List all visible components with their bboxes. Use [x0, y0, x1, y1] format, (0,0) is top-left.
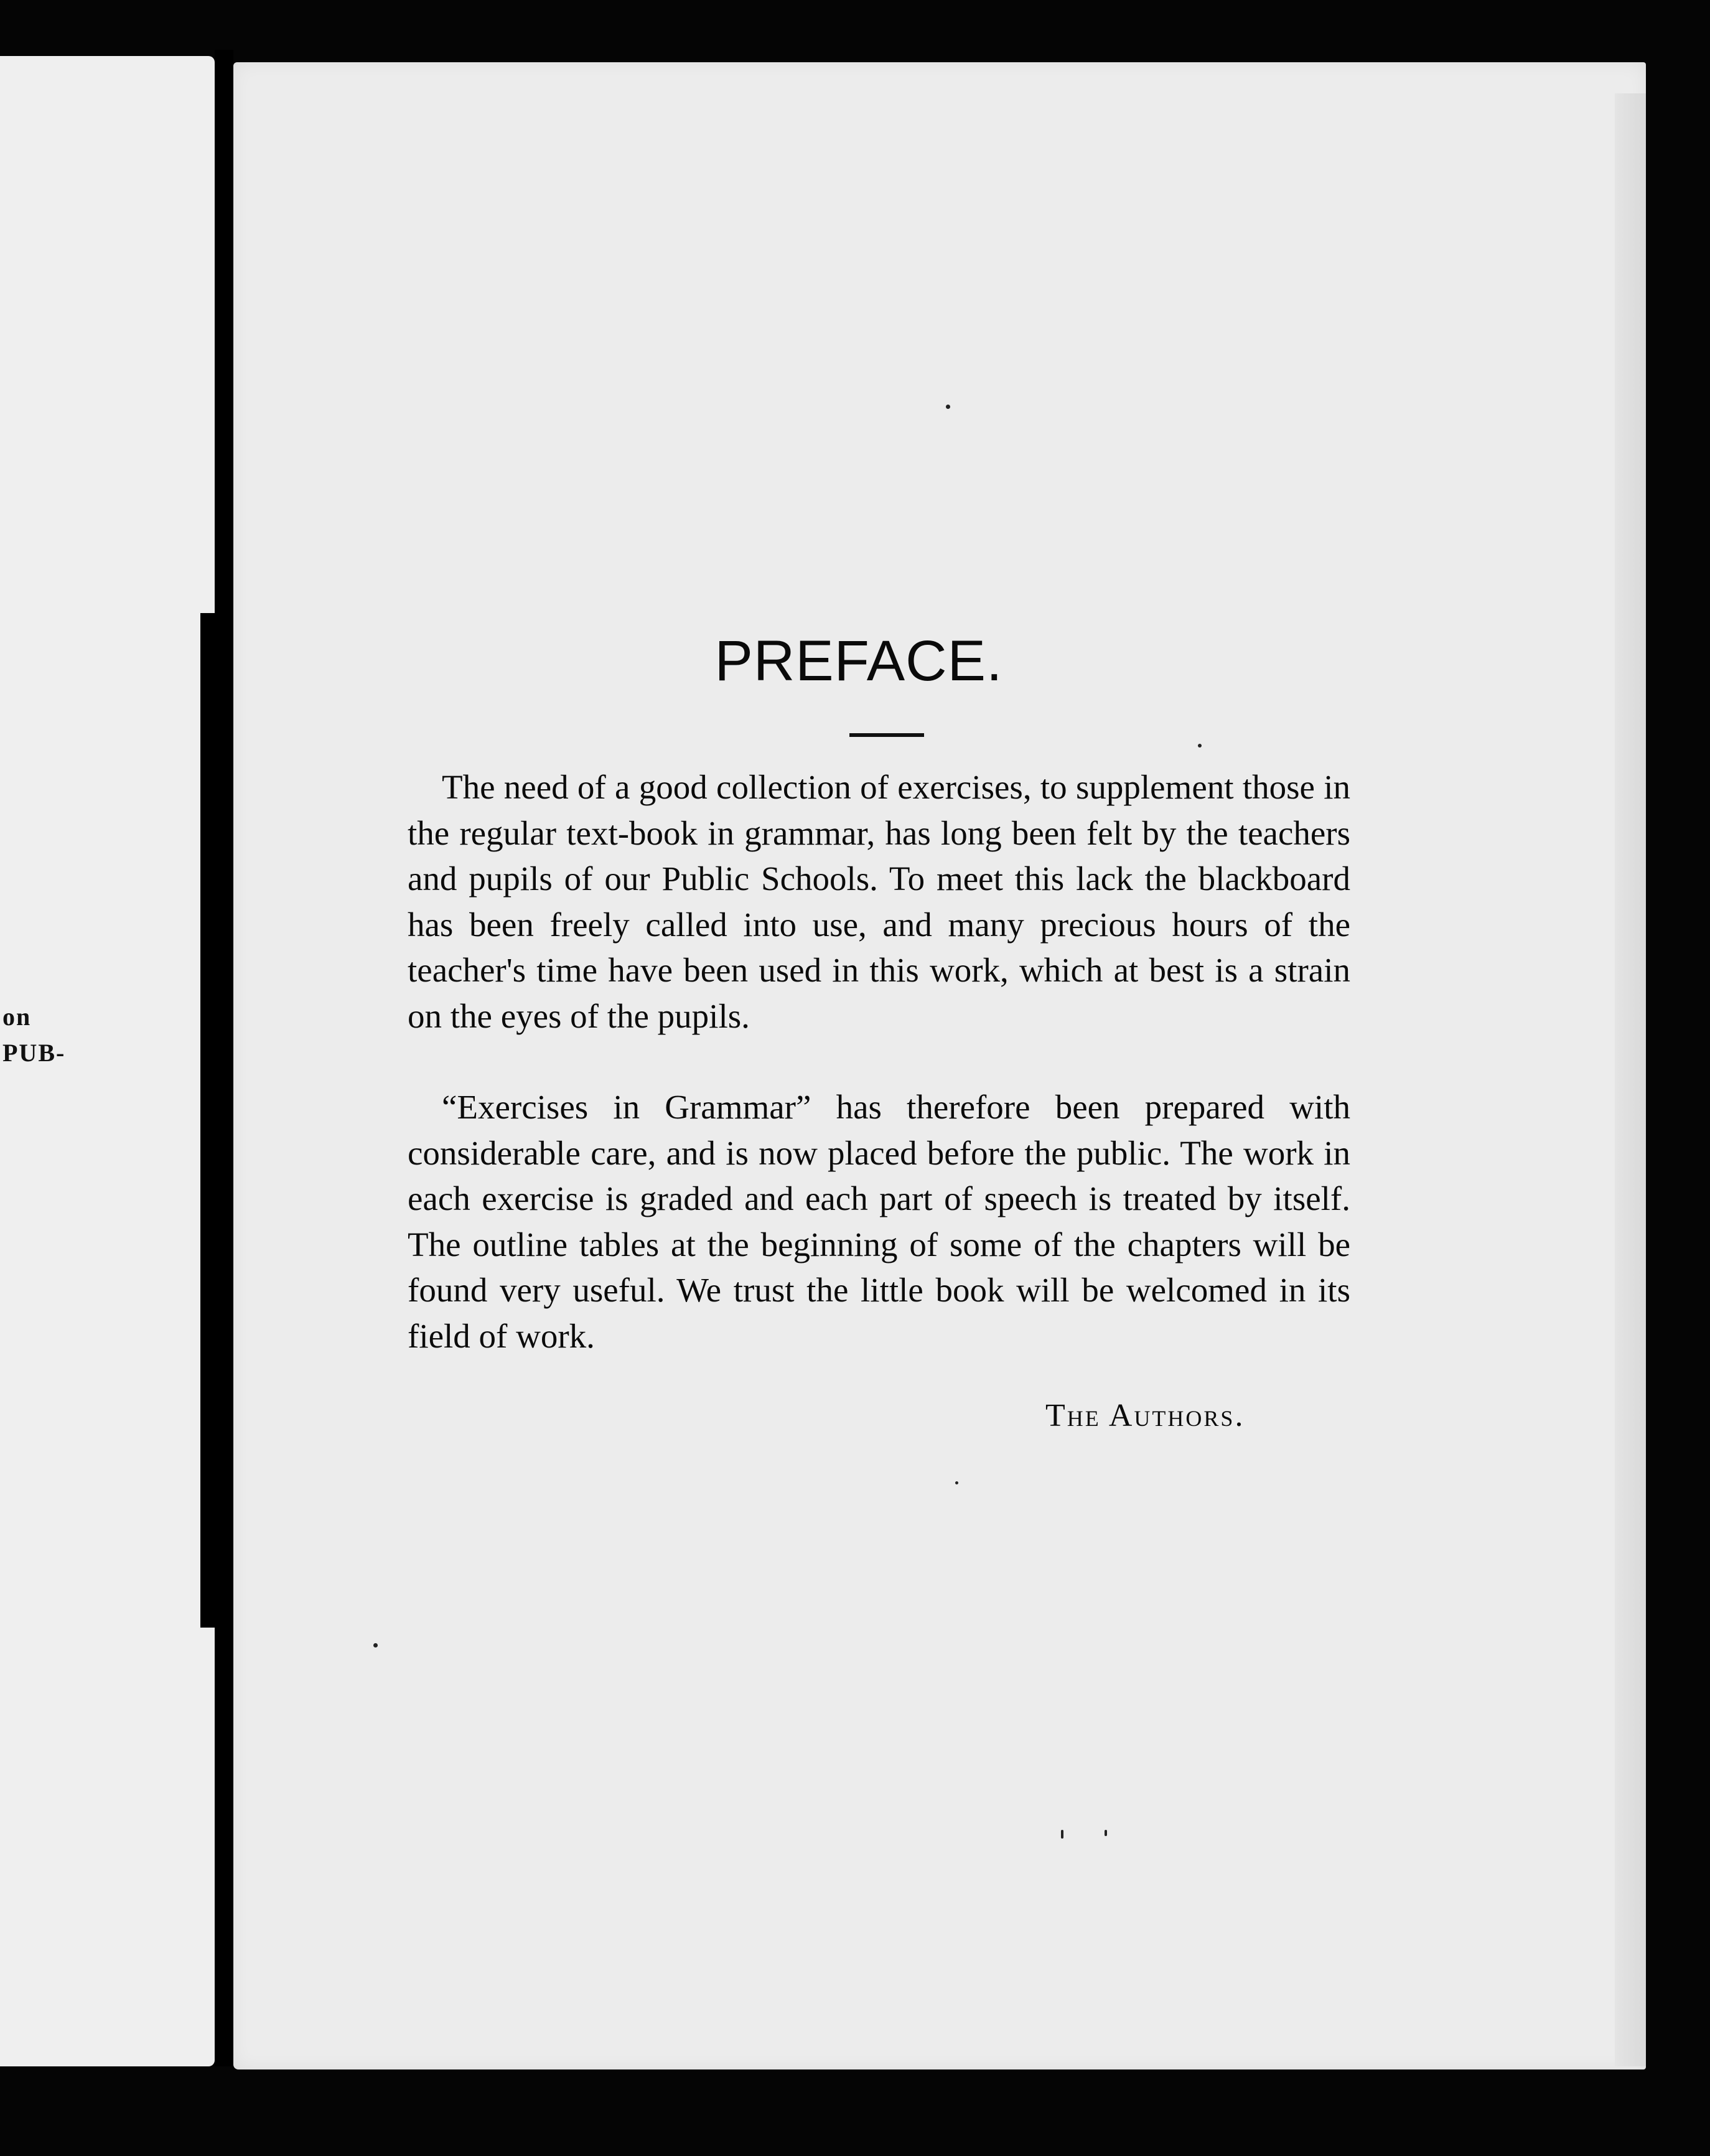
preface-paragraph-1: The need of a good collection of exercises, to supplement those in the regular text-book in grammar, has long been felt by the teachers and pupils of our Public Schools. To meet this lack the blackboard has been freely called into use, and many precious hours of the teacher's time have been used in this work, which at best is a strain on the eyes of the pupils.	[408, 768, 1350, 1035]
previous-page-edge	[0, 56, 215, 2066]
paper-speck	[1105, 1830, 1107, 1836]
paper-speck	[946, 405, 950, 409]
left-page-fragment-2: PUB-	[2, 1039, 66, 1067]
paper-speck	[373, 1643, 378, 1647]
page-fore-edge	[1615, 93, 1646, 2066]
page-title: PREFACE.	[714, 629, 1003, 693]
binding-strip	[200, 613, 225, 1628]
paper-speck	[1061, 1830, 1063, 1839]
paper-speck	[1198, 744, 1202, 748]
title-rule	[849, 733, 924, 737]
left-page-fragment-1: on	[2, 1003, 32, 1031]
preface-page	[233, 62, 1646, 2069]
preface-paragraph-2: “Exercises in Grammar” has therefore been prepared with considerable care, and is now placed before the public. The work in each exercise is graded and each part of speech is treated by itself. The outline tables at the beginning of some of the chapters will be found very useful. We trust the little book will be welcomed in its field of work.	[408, 1088, 1350, 1355]
signature: The Authors.	[1045, 1398, 1245, 1433]
paper-speck	[955, 1481, 958, 1484]
